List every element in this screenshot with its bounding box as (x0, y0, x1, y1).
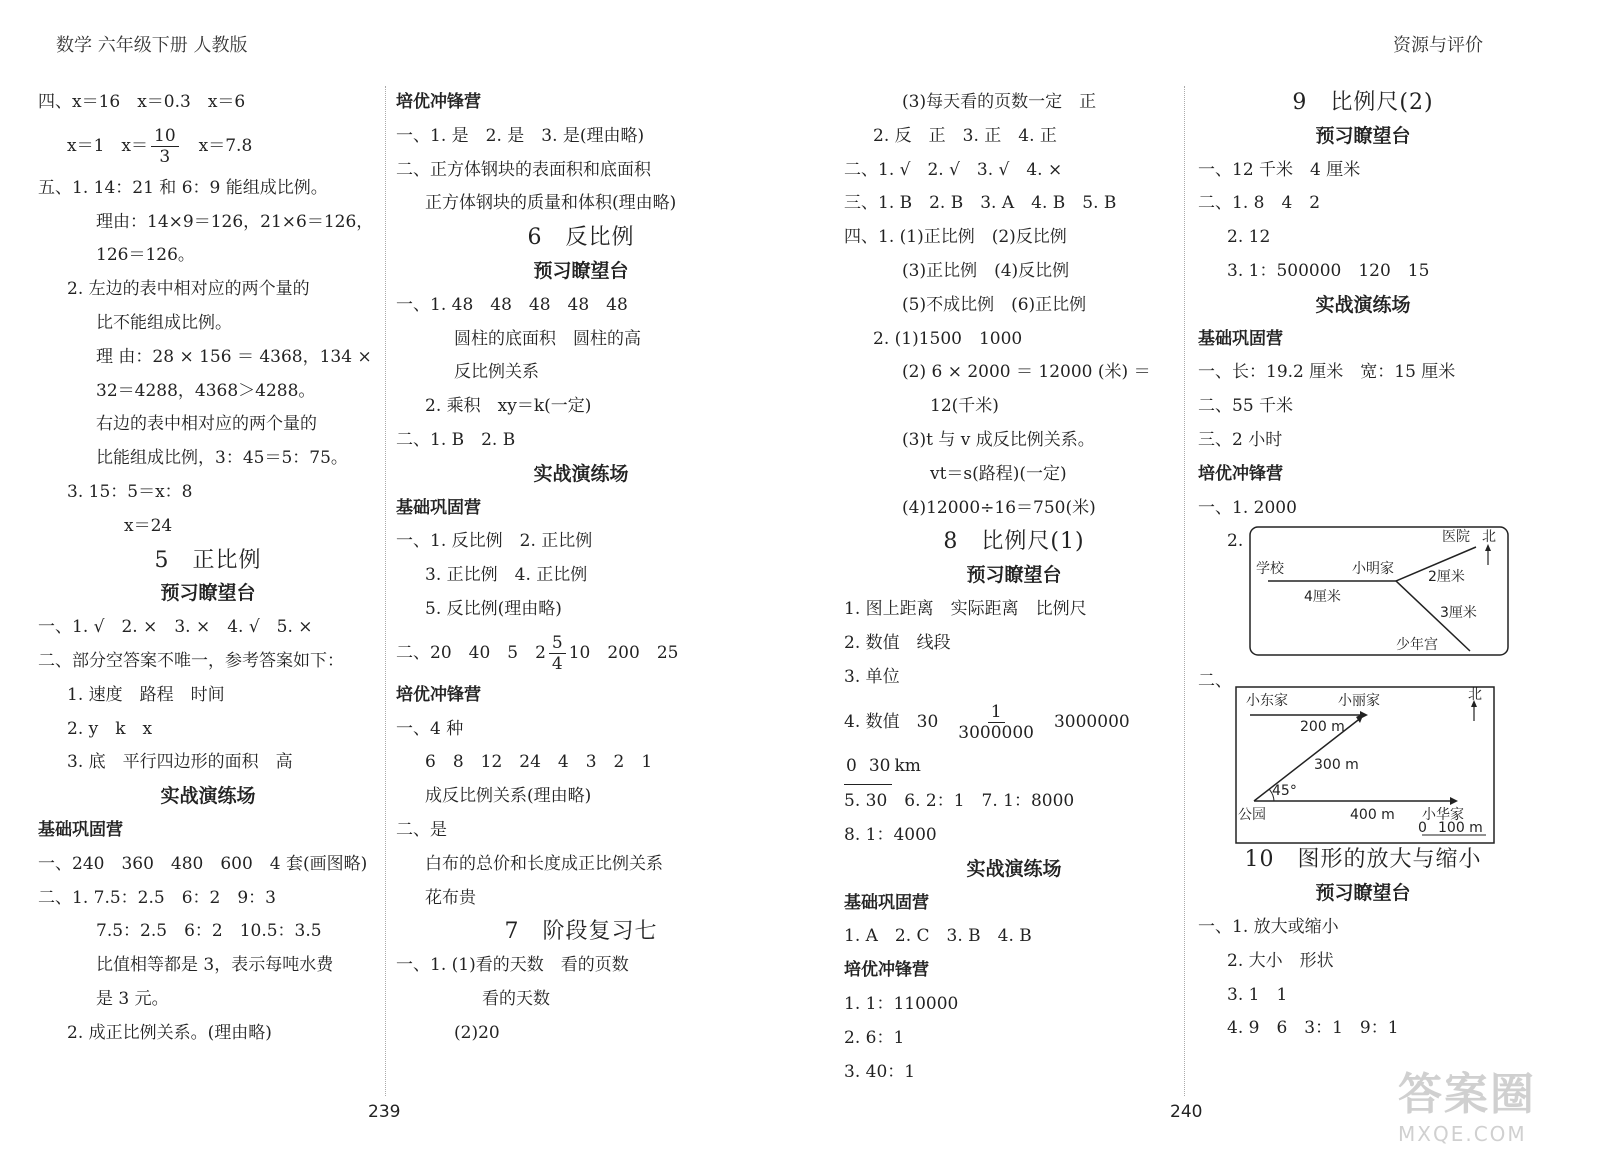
answer-line: 3. 正比例 4. 正比例 (425, 565, 588, 586)
answer-line: 2. 反 正 3. 正 4. 正 (873, 125, 1057, 146)
label-xiaoli: 小丽家 (1338, 693, 1380, 710)
answer-line: 6 8 12 24 4 3 2 1 (425, 752, 653, 773)
answer-line: 二、正方体钢块的表面积和底面积 (396, 159, 651, 180)
answer-line: 比能组成比例，3：45＝5：75。 (96, 448, 348, 469)
answer-line: 三、1. B 2. B 3. A 4. B 5. B (844, 193, 1117, 214)
answer-line: 12(千米) (930, 396, 999, 417)
answer-line: 是 3 元。 (96, 988, 169, 1009)
answer-label: 二、 (1198, 671, 1232, 692)
chapter-title: 5 正比例 (154, 547, 262, 573)
answer-line: 一、1. 48 48 48 48 48 (396, 294, 628, 315)
answer-line: 32＝4288，4368＞4288。 (96, 380, 316, 401)
label-distance-2: 300 m (1314, 757, 1359, 774)
arrow-head (1450, 797, 1458, 805)
label-park: 公园 (1238, 807, 1266, 824)
map-frame (1250, 527, 1508, 655)
answer-line: 2. 12 (1227, 227, 1271, 248)
column-2 (396, 86, 766, 1051)
answer-line: 126＝126。 (96, 245, 195, 266)
answer-line: 2. 乘积 xy＝k(一定) (425, 396, 592, 417)
page-header-left: 数学 六年级下册 人教版 (56, 35, 248, 56)
column-1 (38, 86, 378, 1051)
map-1-row (1198, 525, 1528, 665)
label-xiaohua: 小华家 (1422, 807, 1464, 824)
answer-line: 一、4 种 (396, 718, 464, 739)
answer-line: 1. A 2. C 3. B 4. B (844, 926, 1032, 947)
answer-line: 8. 1：4000 (844, 824, 937, 845)
section-heading: 培优冲锋营 (1198, 463, 1283, 484)
subsection-title: 预习瞭望台 (533, 259, 629, 282)
answer-line: 7.5：2.5 6：2 10.5：3.5 (96, 921, 322, 942)
answer-line: 二、1. √ 2. √ 3. √ 4. × (844, 159, 1063, 180)
answer-line: 成反比例关系(理由略) (425, 786, 592, 807)
answer-line: 一、1. √ 2. × 3. × 4. √ 5. × (38, 617, 313, 638)
answer-line-fraction: 二、20 40 5 2 $\frac{5}{4}$ 10 200 25 (396, 632, 679, 674)
label-distance-3: 3厘米 (1440, 605, 1477, 622)
answer-line-fraction: 4. 数值 30 $\frac{1}{3000000}$ 3000000 (844, 702, 1130, 744)
subsection-title: 预习瞭望台 (1315, 882, 1411, 905)
subsection-title: 实战演练场 (160, 785, 256, 808)
answer-line: x＝24 (124, 515, 173, 536)
answer-line: 一、1. 是 2. 是 3. 是(理由略) (396, 125, 645, 146)
answer-line: 五、1. 14：21 和 6：9 能组成比例。 (38, 177, 328, 198)
answer-line: 理由：14×9＝126，21×6＝126， (96, 211, 374, 232)
answer-line: 四、x＝16 x＝0.3 x＝6 (38, 92, 246, 112)
answer-line: (2) 6 × 2000 ＝ 12000 (米) ＝ (902, 362, 1151, 383)
scale-100: 100 m (1438, 820, 1483, 837)
answer-label: 2. (1227, 531, 1244, 552)
watermark-title: 答案圈 (1398, 1069, 1536, 1120)
answer-line: 3. 底 平行四边形的面积 高 (67, 752, 293, 773)
scale-bar: 0 30 (844, 750, 892, 785)
answer-line: 2. 左边的表中相对应的两个量的 (67, 279, 310, 300)
subsection-title: 预习瞭望台 (966, 564, 1062, 587)
north-arrow-head (1485, 544, 1491, 551)
label-north: 北 (1468, 687, 1482, 704)
answer-line: 白布的总价和长度成正比例关系 (425, 853, 663, 874)
fraction: $\frac{5}{4}$ (549, 633, 566, 674)
section-heading: 培优冲锋营 (396, 92, 481, 112)
answer-line: 二、1. B 2. B (396, 429, 516, 450)
answer-line: 二、1. 7.5：2.5 6：2 9：3 (38, 887, 276, 908)
answer-line: (3)正比例 (4)反比例 (902, 260, 1070, 281)
answer-line: 二、1. 8 4 2 (1198, 193, 1321, 214)
column-3 (844, 86, 1184, 1089)
scale-bar-line: 0 30 km (844, 750, 1184, 785)
answer-line: 看的天数 (482, 988, 550, 1009)
answer-line: 2. 成正比例关系。(理由略) (67, 1022, 272, 1043)
answer-line: 二、部分空答案不唯一，参考答案如下： (38, 650, 344, 671)
chapter-title: 6 反比例 (527, 225, 635, 251)
answer-line: 一、12 千米 4 厘米 (1198, 159, 1361, 180)
page-number-right: 240 (1170, 1102, 1203, 1122)
chapter-title: 7 阶段复习七 (504, 919, 658, 945)
page-header-right: 资源与评价 (1393, 35, 1483, 56)
answer-line: 3. 15：5＝x：8 (67, 481, 193, 502)
scale-0: 0 (1418, 820, 1427, 837)
label-distance-1: 200 m (1300, 719, 1345, 736)
chapter-title: 10 图形的放大与缩小 (1244, 847, 1482, 873)
answer-line: 2. 数值 线段 (844, 632, 951, 653)
answer-line: 3. 40：1 (844, 1061, 916, 1082)
answer-line: (5)不成比例 (6)正比例 (902, 294, 1087, 315)
answer-line: (3)t 与 v 成反比例关系。 (902, 429, 1095, 450)
answer-line: 二、是 (396, 819, 447, 840)
answer-line: 2. (1)1500 1000 (873, 328, 1023, 349)
answer-line: (3)每天看的页数一定 正 (902, 92, 1097, 112)
subsection-title: 实战演练场 (1315, 293, 1411, 316)
answer-line: 一、1. (1)看的天数 看的页数 (396, 955, 629, 976)
map-1 (1248, 525, 1510, 657)
answer-line: 一、1. 放大或缩小 (1198, 916, 1339, 937)
page-number-left: 239 (368, 1102, 401, 1122)
answer-line: 4. 9 6 3：1 9：1 (1227, 1018, 1399, 1039)
label-school: 学校 (1256, 561, 1284, 578)
subsection-title: 实战演练场 (533, 462, 629, 485)
answer-line: 理 由：28 × 156 ＝ 4368，134 × (96, 346, 372, 367)
answer-line: 1. 1：110000 (844, 993, 959, 1014)
answer-line: 5. 30 6. 2：1 7. 1：8000 (844, 791, 1075, 812)
answer-line: 2. 6：1 (844, 1027, 905, 1048)
label-xiaoming: 小明家 (1352, 561, 1394, 578)
chapter-title: 9 比例尺(2) (1292, 90, 1434, 115)
answer-line: 一、1. 2000 (1198, 497, 1297, 518)
fraction: $\frac{1}{3000000}$ (958, 702, 1034, 744)
answer-line: 右边的表中相对应的两个量的 (96, 414, 317, 435)
answer-line-fraction: x＝1 x＝ $\frac{10}{3}$ x＝7.8 (67, 125, 253, 167)
label-distance-1: 4厘米 (1304, 589, 1341, 606)
answer-line: 一、长：19.2 厘米 宽：15 厘米 (1198, 362, 1456, 383)
answer-line: 一、1. 反比例 2. 正比例 (396, 531, 593, 552)
section-heading: 基础巩固营 (844, 892, 929, 913)
answer-line: 比不能组成比例。 (96, 312, 232, 333)
right-page (800, 0, 1600, 1166)
answer-line: 3. 1：500000 120 15 (1227, 260, 1430, 281)
label-hospital: 医院 (1442, 529, 1470, 546)
answer-line: 反比例关系 (454, 362, 539, 383)
subsection-title: 实战演练场 (966, 857, 1062, 880)
column-4 (1198, 86, 1528, 1046)
answer-line: 5. 反比例(理由略) (425, 598, 562, 619)
answer-line: 1. 速度 路程 时间 (67, 684, 225, 705)
section-heading: 基础巩固营 (38, 819, 123, 840)
chapter-title: 8 比例尺(1) (943, 529, 1085, 555)
answer-line: 三、2 小时 (1198, 429, 1283, 450)
answer-line: 3. 单位 (844, 666, 900, 687)
answer-line: 2. y k x (67, 718, 153, 739)
fraction: $\frac{10}{3}$ (151, 126, 179, 167)
answer-line: (4)12000÷16＝750(米) (902, 497, 1096, 518)
answer-line: 一、240 360 480 600 4 套(画图略) (38, 853, 368, 874)
column-divider (385, 86, 386, 1096)
section-heading: 基础巩固营 (1198, 328, 1283, 349)
answer-line: (2)20 (454, 1022, 500, 1043)
subsection-title: 预习瞭望台 (1315, 124, 1411, 147)
answer-line: 花布贵 (425, 887, 476, 908)
section-heading: 培优冲锋营 (396, 684, 481, 705)
label-north: 北 (1482, 529, 1496, 546)
column-divider (1184, 86, 1185, 1096)
answer-line: 二、55 千米 (1198, 396, 1294, 417)
subsection-title: 预习瞭望台 (160, 582, 256, 605)
label-palace: 少年宫 (1396, 637, 1438, 654)
label-distance-2: 2厘米 (1428, 569, 1465, 586)
watermark (1398, 1058, 1536, 1146)
section-heading: 基础巩固营 (396, 497, 481, 518)
label-distance-3: 400 m (1350, 807, 1395, 824)
map-2 (1234, 685, 1496, 845)
answer-line: 3. 1 1 (1227, 984, 1288, 1005)
label-xiaodong: 小东家 (1246, 693, 1288, 710)
watermark-url: MXQE.COM (1398, 1122, 1527, 1146)
label-angle: 45° (1272, 783, 1297, 800)
answer-line: 2. 大小 形状 (1227, 950, 1334, 971)
answer-line: 圆柱的底面积 圆柱的高 (454, 328, 641, 349)
answer-line: 四、1. (1)正比例 (2)反比例 (844, 227, 1067, 248)
section-heading: 培优冲锋营 (844, 960, 929, 981)
map-2-row (1198, 665, 1528, 843)
answer-line: 正方体钢块的质量和体积(理由略) (425, 193, 677, 214)
answer-line: vt＝s(路程)(一定) (930, 463, 1067, 484)
answer-line: 比值相等都是 3，表示每吨水费 (96, 955, 334, 976)
answer-line: 1. 图上距离 实际距离 比例尺 (844, 598, 1087, 619)
